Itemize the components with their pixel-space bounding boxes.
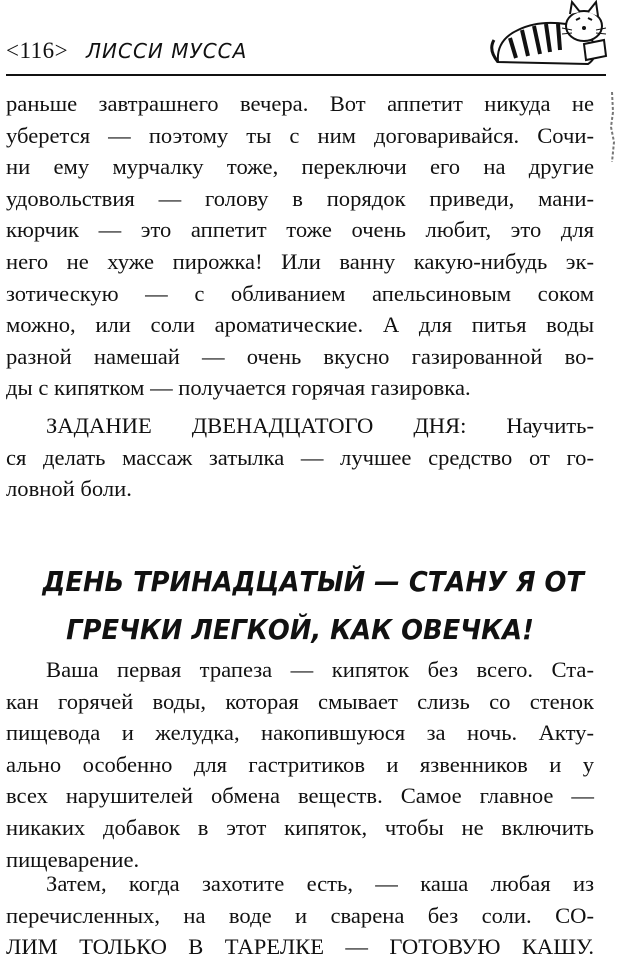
text-line: пищевода и желудка, накопившуюся за ночь. Акту- xyxy=(6,720,594,746)
text-line: уберется — поэтому ты с ним договаривайся. Сочи- xyxy=(6,122,594,148)
paragraph-3 xyxy=(6,868,594,963)
text-line: зотическую — с обливанием апельсиновым соком xyxy=(6,280,594,306)
text-line: никаких добавок в этот кипяток, чтобы не включить xyxy=(6,814,594,840)
text-line: кан горячей воды, которая смывает слизь со стенок xyxy=(6,688,594,714)
paragraph-1 xyxy=(6,88,594,404)
text-line: Затем, когда захотите есть, — каша любая из xyxy=(46,871,594,896)
chapter-heading-line: ГРЕЧКИ ЛЕГКОЙ, КАК ОВЕЧКА! xyxy=(66,613,534,646)
text-line: разной намешай — очень вкусно газированной во- xyxy=(6,343,594,369)
text-line: пищеварение. xyxy=(6,846,140,872)
task-paragraph xyxy=(6,410,594,505)
text-line: Ваша первая трапеза — кипяток без всего. Ста- xyxy=(46,657,594,682)
text-line: ся делать массаж затылка — лучшее средство от го- xyxy=(6,444,594,470)
paragraph-2 xyxy=(6,654,594,875)
text-line: ально особенно для гастритиков и язвенников и у xyxy=(6,751,594,777)
text-line: можно, или соли ароматические. А для питья воды xyxy=(6,312,594,338)
page-edge-mark xyxy=(606,92,618,162)
text-line: ЛИМ ТОЛЬКО В ТАРЕЛКЕ — ГОТОВУЮ КАШУ. xyxy=(6,934,594,960)
striped-cat-icon xyxy=(488,0,608,72)
text-line: ни ему мурчалку тоже, переключи его на другие xyxy=(6,154,594,180)
text-line: всех нарушителей обмена веществ. Самое главное — xyxy=(6,783,594,809)
text-line: ды с кипятком — получается горячая газировка. xyxy=(6,375,471,401)
text-line: ЗАДАНИЕ ДВЕНАДЦАТОГО ДНЯ: Научить- xyxy=(46,413,594,438)
page-number: <116> xyxy=(6,38,69,63)
text-line: перечисленных, на воде и сварена без соли. СО- xyxy=(6,902,594,928)
chapter-heading-line: ДЕНЬ ТРИНАДЦАТЫЙ — СТАНУ Я ОТ xyxy=(42,565,584,598)
chapter-heading xyxy=(42,558,584,654)
header-rule xyxy=(6,74,606,76)
text-line: удовольствия — голову в порядок приведи, мани- xyxy=(6,185,594,211)
running-title: ЛИССИ МУССА xyxy=(86,39,248,63)
text-line: него не хуже пирожка! Или ванну какую-нибудь эк- xyxy=(6,248,594,274)
text-line: кюрчик — это аппетит тоже очень любит, это для xyxy=(6,217,594,243)
text-line: ловной боли. xyxy=(6,476,132,502)
text-line: раньше завтрашнего вечера. Вот аппетит никуда не xyxy=(6,91,594,116)
